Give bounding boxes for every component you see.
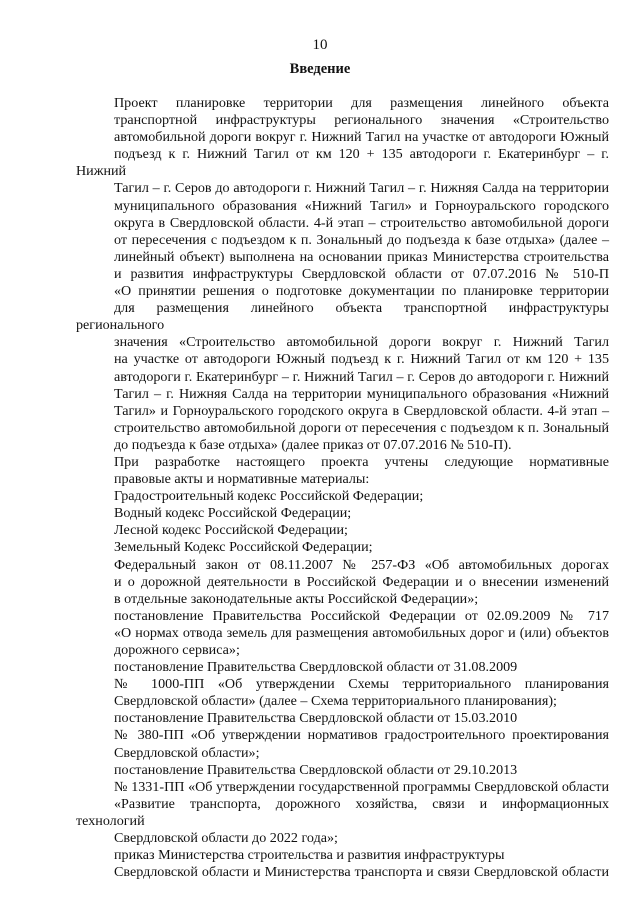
page-number: 10 [312, 37, 328, 53]
text-line: строительство автомобильной дороги от пересечения с подъездом к п. Зональный [114, 419, 609, 436]
text-line: в отдельные законодательные акты Российской Федерации»; [114, 590, 479, 607]
text-line: Градостроительный кодекс Российской Федерации; [114, 488, 424, 505]
text-line: дорожного сервиса»; [114, 642, 240, 658]
paragraph [76, 727, 609, 761]
text-line: № 1000-ПП «Об утверждении Схемы территориального планирования [114, 676, 609, 693]
paragraph [76, 539, 609, 556]
text-line: и о дорожной деятельности в Российской Федерации и о внесении изменений [114, 573, 609, 590]
text-line: и развития инфраструктуры Свердловской области от 07.07.2016 № 510-П [114, 265, 609, 282]
paragraph [76, 522, 609, 539]
text-line: Свердловской области» (далее – Схема территориального планирования); [114, 693, 557, 710]
text-line: от пересечения с подъездом к п. Зональный до подъезда к базе отдыха» (далее – [114, 231, 609, 248]
text-line: для размещения линейного объекта транспортной инфраструктуры регионального [76, 300, 609, 334]
text-line: Свердловской области до 2022 года»; [114, 830, 338, 847]
text-line: Тагил – г. Серов до автодороги г. Нижний Тагил – г. Нижняя Салда на территории [114, 180, 609, 197]
paragraph [76, 608, 609, 659]
paragraph [76, 762, 609, 779]
text-line: «О нормах отвода земель для размещения автомобильных дорог и (или) объектов [114, 624, 609, 641]
text-line: Тагил» и Горноуральского городского округа в Свердловской области. 4-й этап – [114, 402, 609, 419]
text-line: постановление Правительства Свердловской области от 29.10.2013 [114, 761, 518, 778]
paragraph [76, 659, 609, 676]
text-line: Земельный Кодекс Российской Федерации; [114, 539, 373, 556]
text-line: подъезд к г. Нижний Тагил от км 120 + 135 автодороги г. Екатеринбург – г. Нижний [76, 146, 609, 180]
text-line: округа в Свердловской области. 4-й этап – строительство автомобильной дороги [114, 214, 609, 231]
text-line: постановление Правительства Свердловской области от 15.03.2010 [114, 710, 518, 727]
paragraph [76, 847, 609, 881]
text-line: При разработке настоящего проекта учтены следующие нормативные [114, 453, 609, 470]
paragraph [76, 505, 609, 522]
text-line: Тагил – г. Нижняя Салда на территории муниципального образования «Нижний [114, 385, 609, 402]
text-line: правовые акты и нормативные материалы: [114, 471, 370, 488]
paragraph [76, 710, 609, 727]
paragraph [76, 779, 609, 847]
text-line: Свердловской области»; [114, 744, 260, 761]
text-line: транспортной инфраструктуры регионального значения «Строительство [114, 112, 609, 129]
text-line: постановление Правительства Свердловской области от 31.08.2009 [114, 659, 518, 676]
text-line: № 1331-ПП «Об утверждении государственной программы Свердловской области [114, 778, 609, 795]
text-line: «О принятии решения о подготовке документации по планировке территории [114, 283, 609, 300]
paragraph [76, 95, 609, 454]
text-line: автодороги г. Екатеринбург – г. Нижний Тагил – г. Серов до автодороги г. Нижний [114, 368, 609, 385]
text-line: муниципального образования «Нижний Тагил» и Горноуральского городского [114, 197, 609, 214]
text-line: автомобильной дороги вокруг г. Нижний Тагил на участке от автодороги Южный [114, 129, 609, 146]
paragraph [76, 557, 609, 608]
text-line: значения «Строительство автомобильной дороги вокруг г. Нижний Тагил [114, 334, 609, 351]
text-line: № 380-ПП «Об утверждении нормативов градостроительного проектирования [114, 727, 609, 744]
text-line: Водный кодекс Российской Федерации; [114, 505, 352, 522]
text-line: Проект планировке территории для размещения линейного объекта [114, 95, 609, 111]
section-heading: Введение [289, 61, 351, 77]
paragraph [76, 488, 609, 505]
text-line: постановление Правительства Российской Федерации от 02.09.2009 № 717 [114, 607, 609, 624]
text-line: линейный объект) выполнена на основании приказ Министерства строительства [114, 248, 609, 265]
text-line: Лесной кодекс Российской Федерации; [114, 522, 348, 539]
document-body [76, 95, 609, 881]
text-line: «Развитие транспорта, дорожного хозяйства, связи и информационных технологий [76, 795, 609, 829]
text-line: приказ Министерства строительства и развития инфраструктуры [114, 847, 505, 864]
paragraph [76, 454, 609, 488]
paragraph [76, 676, 609, 710]
text-line: Федеральный закон от 08.11.2007 № 257-ФЗ «Об автомобильных дорогах [114, 556, 609, 573]
text-line: Свердловской области и Министерства транспорта и связи Свердловской области [114, 864, 609, 881]
text-line: на участке от автодороги Южный подъезд к г. Нижний Тагил от км 120 + 135 [114, 351, 609, 368]
text-line: до подъезда к базе отдыха» (далее приказ от 07.07.2016 № 510-П). [114, 436, 512, 453]
